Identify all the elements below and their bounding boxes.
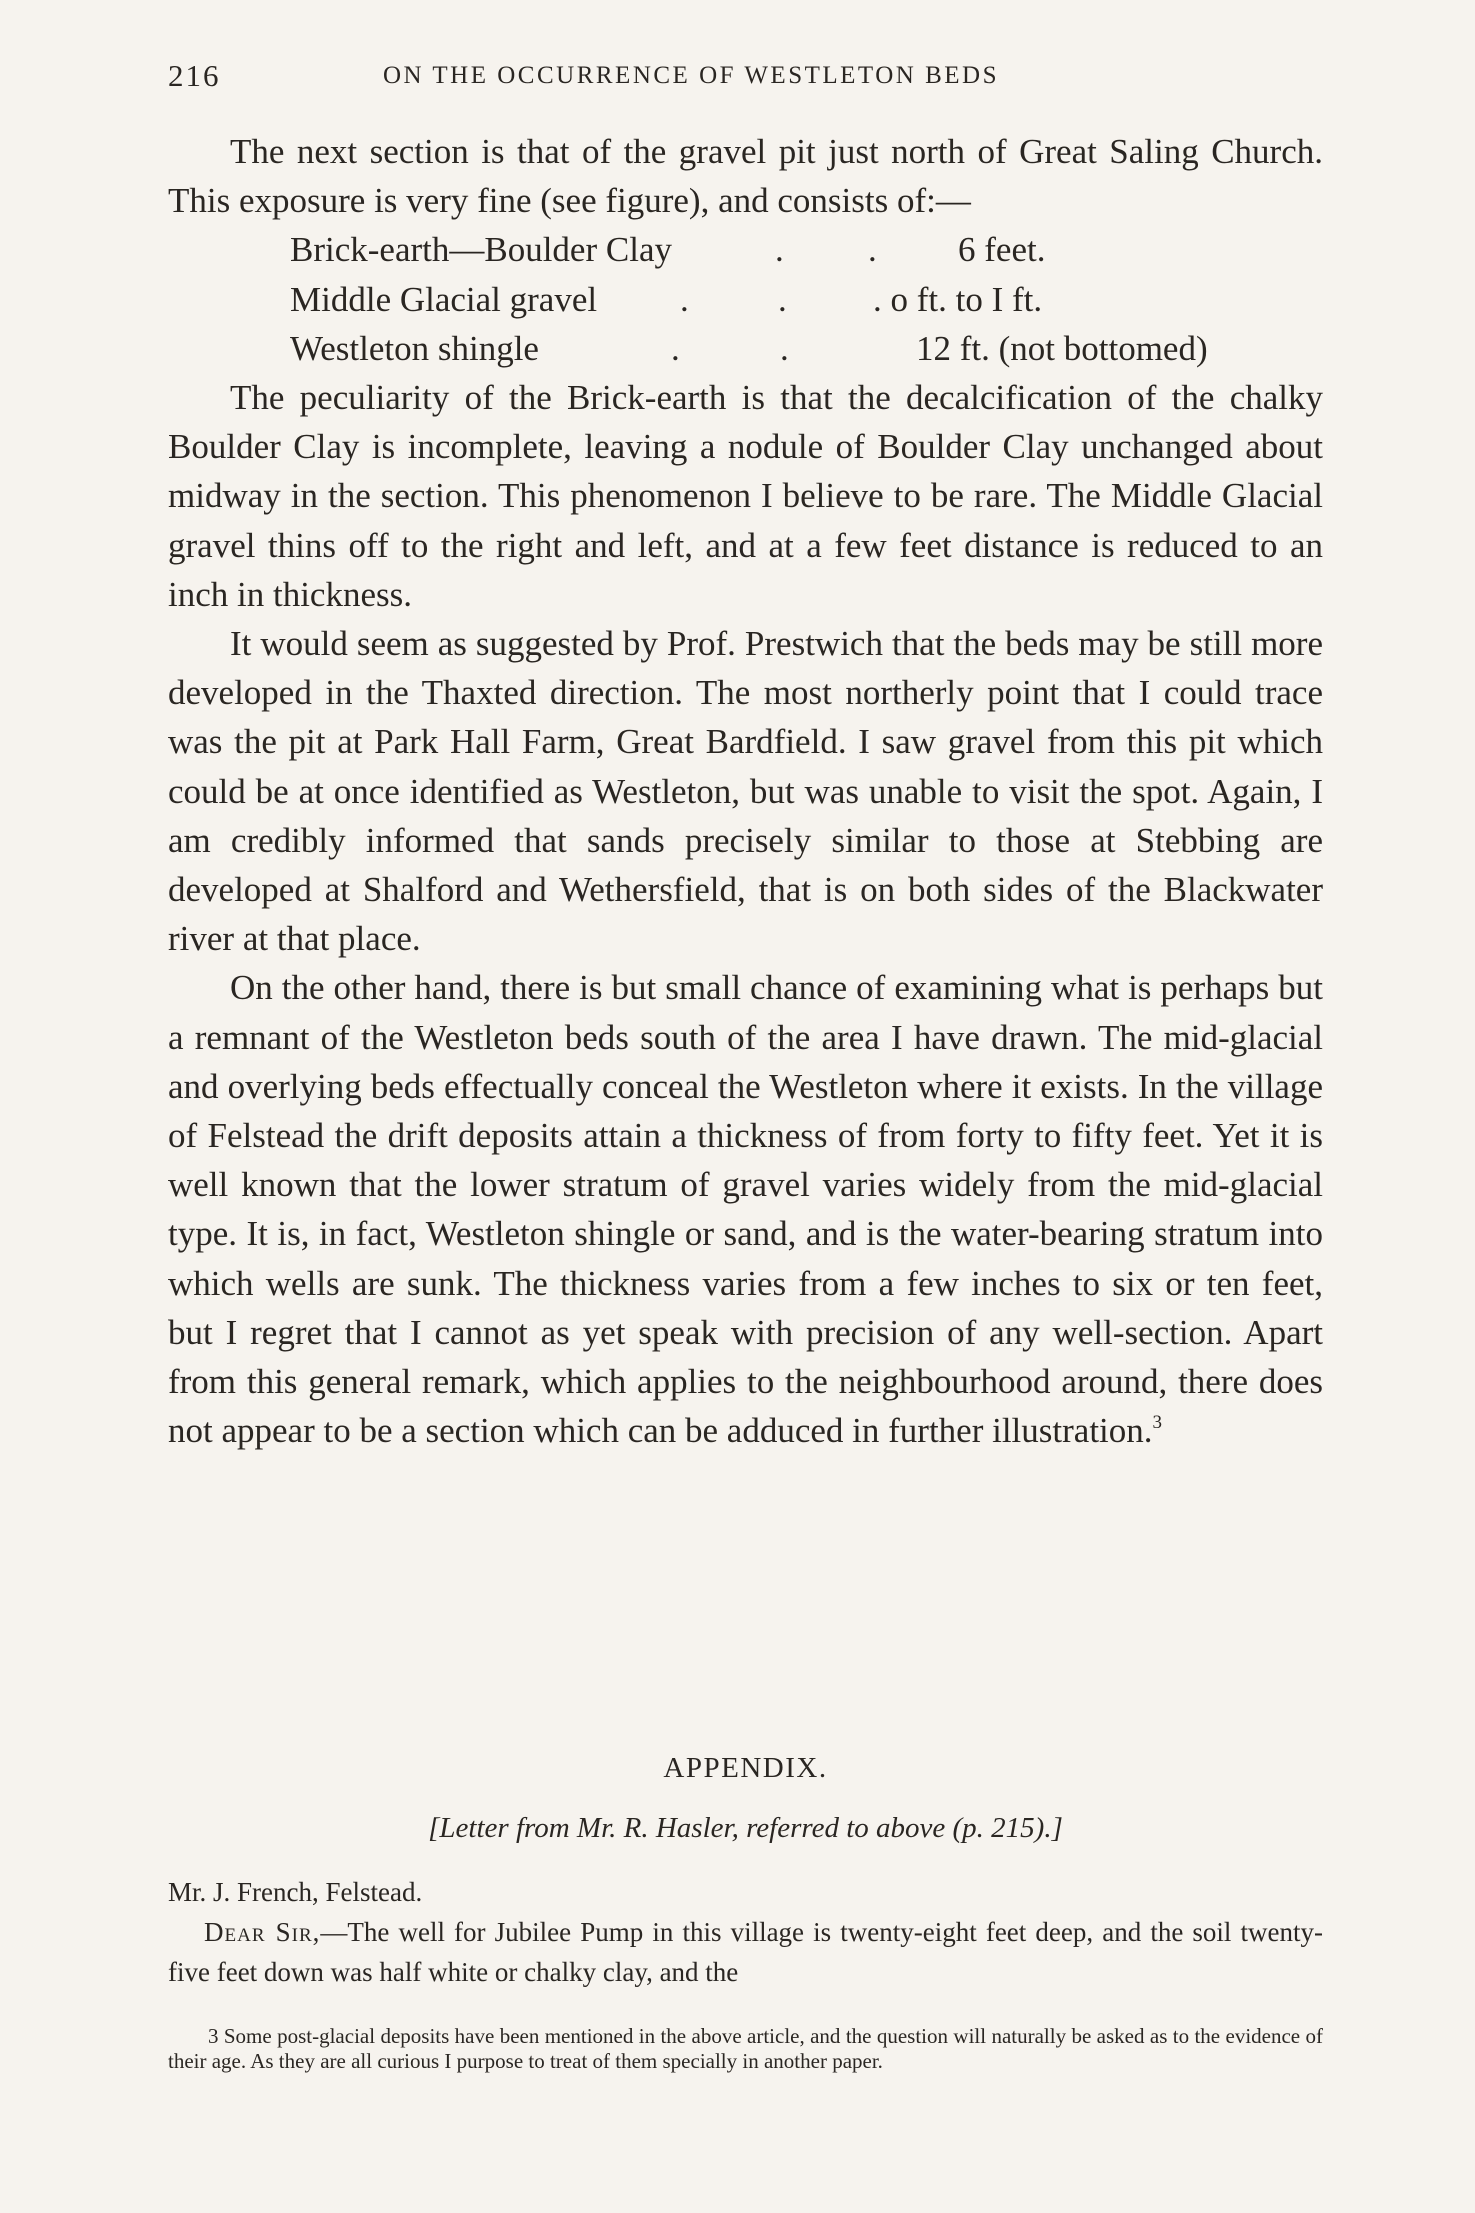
appendix-letter <box>168 1872 1323 1992</box>
footnote-mark: 3 <box>1152 1412 1163 1434</box>
letter-addressee: Mr. J. French, Felstead. <box>168 1877 423 1907</box>
leader-dot: . <box>671 328 680 368</box>
section-bed-name: Brick-earth—Boulder Clay <box>290 230 672 270</box>
leader-dot: . <box>868 230 877 270</box>
section-bed-thickness: 6 feet. <box>958 230 1046 270</box>
letter-reference: [Letter from Mr. R. Hasler, referred to above (p. 215).] <box>428 1812 1063 1844</box>
section-bed-thickness: 12 ft. (not bottomed) <box>916 328 1208 368</box>
paragraph-4-text: On the other hand, there is but small chance of examining what is perhaps but a remnant of the Westleton beds south of the area I have drawn. The mid-glacial and overlying beds effectually conceal the Westleton where it exists. In the village of Felstead the drift deposits attain a thickness of from forty to fifty feet. Yet it is well known that the lower stratum of gravel varies widely from the mid-glacial type. It is, in fact, Westleton shingle or sand, and is the water-bearing stratum into which wells are sunk. The thickness varies from a few inches to six or ten feet, but I regret that I cannot as yet speak with precision of any well-section. Apart from this general remark, which applies to the neighbourhood around, there does not appear to be a section which can be adduced in further illustration. <box>168 968 1323 1451</box>
footnote-text: 3 Some post-glacial deposits have been mentioned in the above article, and the question will naturally be asked as to the evidence of their age. As they are all curious I purpose to treat of them specially in another paper. <box>168 2024 1323 2073</box>
main-text <box>168 127 1323 1455</box>
paragraph-2: The peculiarity of the Brick-earth is that the decalcification of the chalky Boulder Clay is incomplete, leaving a nodule of Boulder Clay unchanged about midway in the section. This phenomenon I believe to be rare. The Middle Glacial gravel thins off to the right and left, and at a few feet distance is reduced to an inch in thickness. <box>168 377 1323 614</box>
section-bed-thickness: . o ft. to I ft. <box>873 279 1043 319</box>
section-list <box>168 225 1323 373</box>
section-row-middle-glacial <box>168 275 1323 324</box>
leader-dot: . <box>680 279 689 319</box>
footnote <box>168 2024 1323 2074</box>
leader-dot: . <box>780 328 789 368</box>
appendix-heading: APPENDIX. <box>663 1752 828 1784</box>
section-bed-name: Middle Glacial gravel <box>290 279 598 319</box>
letter-text: —The well for Jubilee Pump in this village is twenty-eight feet deep, and the soil twenty-five feet down was half white or chalky clay, and the <box>168 1917 1324 1987</box>
section-row-brick-earth <box>168 225 1323 274</box>
paragraph-3: It would seem as suggested by Prof. Prestwich that the beds may be still more developed in the Thaxted direction. The most northerly point that I could trace was the pit at Park Hall Farm, Great Bardfield. I saw gravel from this pit which could be at once identified as Westleton, but was unable to visit the spot. Again, I am credibly informed that sands precisely similar to those at Stebbing are developed at Shalford and Wethersfield, that is on both sides of the Blackwater river at that place. <box>168 623 1323 959</box>
paragraph-1: The next section is that of the gravel pit just north of Great Saling Church. This exposure is very fine (see figure), and consists of:— <box>168 132 1323 221</box>
page-header <box>168 58 1328 98</box>
letter-salutation: Dear Sir, <box>204 1917 321 1947</box>
section-row-westleton-shingle <box>168 324 1323 373</box>
leader-dot: . <box>778 279 787 319</box>
leader-dot: . <box>775 230 784 270</box>
page-number: 216 <box>168 58 221 93</box>
letter-body <box>168 1912 1323 1992</box>
running-head: ON THE OCCURRENCE OF WESTLETON BEDS <box>383 62 1000 89</box>
paragraph-4 <box>168 963 1323 1455</box>
section-bed-name: Westleton shingle <box>290 328 539 368</box>
